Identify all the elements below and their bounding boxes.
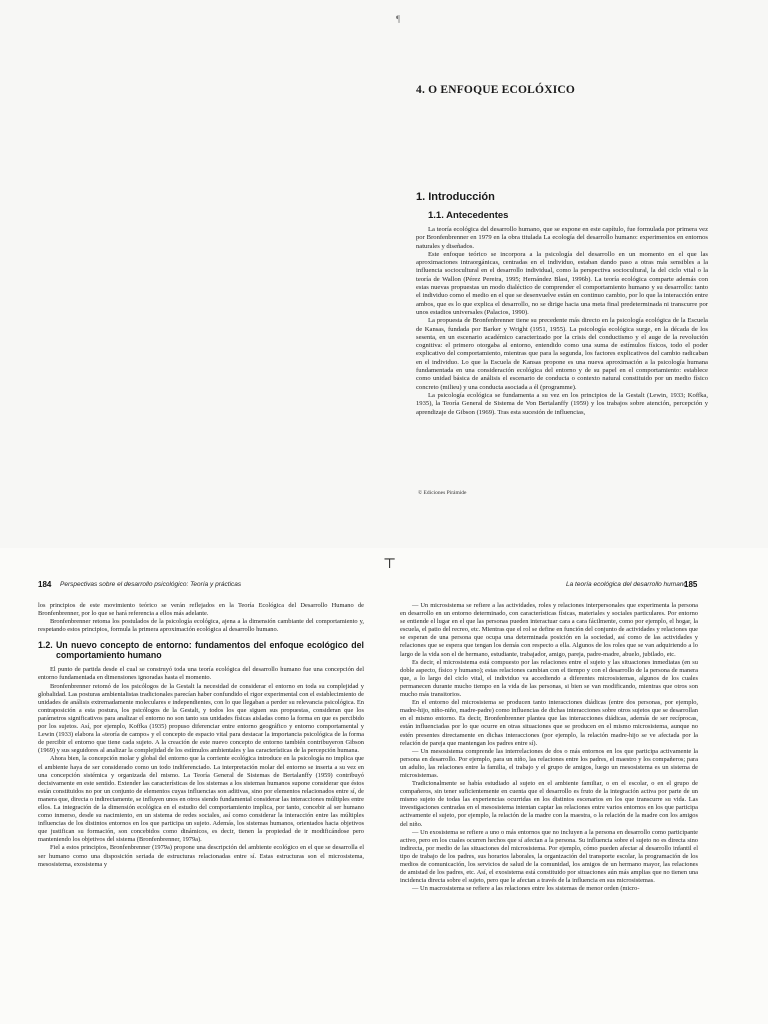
binding-mark: ⊤ (383, 557, 397, 572)
paragraph: — Un mesosistema comprende las interrelaciones de dos o más entornos en los que participa activamente la persona en desarrollo. Por ejemplo, para un niño, las relaciones entre los padres, el maestro y los compañeros; para un adulto, las relaciones entre la familia, el trabajo y el grupo de amigos, luego un mesosistema es un sistema de microsistemas. (400, 747, 698, 779)
paragraph: Tradicionalmente se había estudiado al sujeto en el ambiente familiar, o en el escolar, o en el grupo de compañeros, sin tener suficientemente en cuenta que el desarrollo es fruto de la integración activa por parte de un mismo sujeto de todas las experiencias ocurridas en los distintos escenarios en los que transcurre su vida. Las investigaciones centradas en el mesosistema intentan captar las relaciones entre varios entornos en los que participa activamente el sujeto, por ejemplo, la relación de la madre con la maestra, o la relación de la madre con los amigos del niño. (400, 780, 698, 828)
running-head-right: La teoría ecológica del desarrollo humano (566, 581, 688, 588)
section-heading: 1.2. Un nuevo concepto de entorno: fundamentos del enfoque ecológico del comportamiento humano (38, 640, 364, 661)
copyright-notice: © Ediciones Pirámide (418, 490, 467, 496)
paragraph: — Un exosistema se refiere a uno o más entornos que no incluyen a la persona en desarrollo como participante activo, pero en los cuales ocurren hechos que sí afectan a la persona. Su influencia sobre el sujeto no es directa sino indirecta, por medio de las situaciones del microsistema. Por ejemplo, cómo pueden afectar al desarrollo infantil el tipo de trabajo de los padres, sus horarios laborales, la organización del transporte escolar, la programación de los medios de comunicación, los servicios de salud de la comunidad, los amigos de un hermano mayor, las relaciones de amistad de los padres, etc. Así, el exosistema está constituido por situaciones aún más amplias que no tienen una incidencia directa sobre el sujeto, pero que le afectan a través de la influencia en sus microsistemas. (400, 828, 698, 885)
paragraph: Fiel a estos principios, Bronfenbrenner (1979a) propone una descripción del ambiente ecológico en el que se desarrolla el ser humano como una disposición seriada de estructuras relacionadas entre sí. Estas estructuras son el microsistema, mesosistema, exosistema y (38, 844, 364, 868)
paragraph: La propuesta de Bronfenbrenner tiene su precedente más directo en la psicología ecológica de la Escuela de Kansas, fundada por Barker y Wright (1951, 1955). La psicología ecológica surge, en la década de los sesenta, en un escenario académico caracterizado por la crisis del conductismo y el auge de la revolución cognitiva: el primero otorgaba al entorno, entendido como una suma de estímulos físicos, todo el poder explicativo del comportamiento, mientras que para la segunda, los factores explicativos del cambio radicaban en el individuo. Lo que la Escuela de Kansas propone es una nueva aproximación a la psicología humana fundamentada en una consideración ecológica del entorno y de su papel en el comportamiento: establece como unidad básica de análisis el escenario de conducta o contexto natural constituido por un medio físico concreto (milieu) y una conducta asociada a él (programme). (416, 317, 708, 391)
paragraph: Bronfenbrenner retoma los postulados de la psicología ecológica, ajena a la dimensión cambiante del comportamiento y, respetando estos principios, formula la primera aproximación ecológica al desarrollo humano. (38, 618, 364, 634)
paragraph: — Un macrosistema se refiere a las relaciones entre los sistemas de menor orden (micro- (412, 885, 640, 893)
paragraph: Bronfenbrenner retomó de los psicólogos de la Gestalt la necesidad de considerar el entorno en toda su complejidad y globalidad. Las posturas ambientalistas tradicionales parecían haber confundido el rigor experimental con el establecimiento de unidades de análisis extremadamente moleculares e independientes, con lo que llegaban a perder su relevancia psicológica. En contraposición a esta postura, los psicólogos de la Gestalt, y todos los que siguen sus propuestas, consideran que los parámetros significativos para analizar el entorno no son tanto sus unidades físicas aisladas como la forma en que es percibido por los sujetos. Así, por ejemplo, Koffka (1935) propuso diferenciar entre entorno geográfico y entorno comportamental y Lewin (1933) elabora la «teoría de campo» y el concepto de espacio vital para destacar la importancia psicológica de la forma de percibir el entorno que tiene cada sujeto. A la creación de este nuevo concepto de entorno también contribuyeron Gibson (1969) y sus seguidores al analizar la complejidad de los estímulos ambientales y las características de la percepción humana. (38, 682, 364, 755)
paragraph: La psicología ecológica se fundamenta a su vez en los principios de la Gestalt (Lewin, 1933; Koffka, 1935), la Teoría General de Sistema de Von Bertalanffy (1959) y los trabajos sobre atención, percepción y aprendizaje de Gibson (1969). Tras esta sucesión de influencias, (416, 391, 708, 416)
margin-mark: ¶ (396, 14, 401, 24)
running-head-left: Perspectivas sobre el desarrollo psicológico: Teoría y prácticas (60, 581, 242, 588)
paragraph: Es decir, el microsistema está compuesto por las relaciones entre el sujeto y las situaciones inmediatas (en su doble aspecto, físico y humano); estas relaciones cambian con el tiempo y con el desarrollo de la persona de manera que, a lo largo del ciclo vital, el individuo va accediendo a diferentes microsistemas, algunos de los cuales permanecen durante mucho tiempo en la vida de las personas, si bien se van modificando, mientras que otros son mucho más transitorios. (400, 658, 698, 699)
left-column (38, 602, 364, 869)
section-title: 1. Introducción (416, 191, 495, 203)
paragraph: — Un microsistema se refiere a las actividades, roles y relaciones interpersonales que experimenta la persona en desarrollo en un entorno determinado, con características físicas, materiales y sociales particulares. Por entorno se entiende el lugar en el que las personas pueden interactuar cara a cara fácilmente, como por ejemplo, el hogar, la escuela, el patio del recreo, etc. Mientras que el rol se define en función del conjunto de actividades y relaciones que se esperan de una persona que ocupa una determinada posición en la sociedad, así como de las actividades y relaciones que se espera que tengan los demás con respecto a ella. Algunos de los roles que se van adquiriendo a lo largo de la vida son el de hermano, estudiante, trabajador, amigo, pareja, padre-madre, abuelo, jubilado, etc. (400, 602, 698, 658)
two-page-spread (0, 548, 768, 1024)
page-number-left: 184 (38, 580, 52, 589)
page-number-right: 185 (684, 580, 698, 589)
chapter-title: 4. O ENFOQUE ECOLÓXICO (416, 84, 576, 96)
subsection-title: 1.1. Antecedentes (428, 210, 509, 221)
paragraph: Ahora bien, la concepción molar y global del entorno que la corriente ecológica introduce en la psicología no implica que el ambiente haya de ser considerado como un todo indiferenciado. La interpretación molar del entorno se inserta a su vez en una concepción sistémica y organizada del mismo. La Teoría General de Sistemas de Bertalanffy (1959) contribuyó decisivamente en este sentido. Extender las características de los sistemas a los sistemas humanos supone considerar que éstos están constituidos no por un conjunto de elementos cuyas influencias son aditivas, sino por elementos relacionados entre sí, de manera que, directa o indirectamente, se influyen unos en otros siendo fundamental considerar las interacciones múltiples entre ellos. La integración de la dimensión ecológica en el estudio del comportamiento implica, por tanto, concebir al ser humano como inmerso, desde su nacimiento, en un sistema de redes sociales, así como considerar la interacción entre las múltiples influencias de los distintos entornos en los que participa un sujeto. Además, los sistemas humanos, orientados hacia objetivos que justifican su formación, son concebidos como dinámicos, es decir, tienen la propiedad de ir modificándose pero manteniendo los objetivos del sistema (Bronfenbrenner, 1979a). (38, 755, 364, 844)
paragraph: En el entorno del microsistema se producen tanto interacciones diádicas (entre dos personas, por ejemplo, madre-hijo, niño-niño, madre-padre) como influencias de dichas interacciones sobre otros sujetos que se desarrollan en el mismo entorno. Es decir, Bronfenbrenner plantea que las interacciones diádicas, además de ser recíprocas, están influenciadas por lo que ocurre en otras situaciones que se producen en el mismo microsistema, aunque no estén presentes directamente en dichas interacciones (por ejemplo, la relación madre-hijo se ve afectada por la relación de pareja que mantengan los padres entre sí). (400, 699, 698, 747)
paragraph: La teoría ecológica del desarrollo humano, que se expone en este capítulo, fue formulada por primera vez por Bronfenbrenner en 1979 en la obra titulada La ecología del desarrollo humano: experimentos en entornos naturales y diseñados. (416, 226, 708, 250)
paragraph: El punto de partida desde el cual se construyó toda una teoría ecológica del desarrollo humano fue una concepción del entorno fundamentada en dimensiones ignoradas hasta el momento. (38, 666, 364, 682)
right-column (400, 602, 698, 893)
paragraph: Este enfoque teórico se incorpora a la psicología del desarrollo en un momento en el que las aproximaciones intraorgánicas, centradas en el individuo, estaban dando paso a otras más sensibles a la influencia sociocultural en el desarrollo individual, como la perspectiva sociocultural, la del ciclo vital o la teoría de Wallon (Pérez Pereira, 1995; Hernández Blasi, 1996b). La teoría ecológica comparte además con estas nuevas propuestas un modo dialéctico de comprender el comportamiento humano y su desarrollo: tanto el individuo como el medio en el que se desenvuelve están en continuo cambio, por lo que la interacción entre ambos, que es lo que explica el desarrollo, no se dirige hacia una meta final predeterminada ni transcurre por unos estadios universales (Palacios, 1990). (416, 250, 708, 316)
top-body-text (416, 226, 708, 417)
paragraph: los principios de este movimiento teórico se verán reflejados en la Teoría Ecológica del Desarrollo Humano de Bronfenbrenner, por lo que se hará referencia a ellos más adelante. (38, 602, 364, 618)
